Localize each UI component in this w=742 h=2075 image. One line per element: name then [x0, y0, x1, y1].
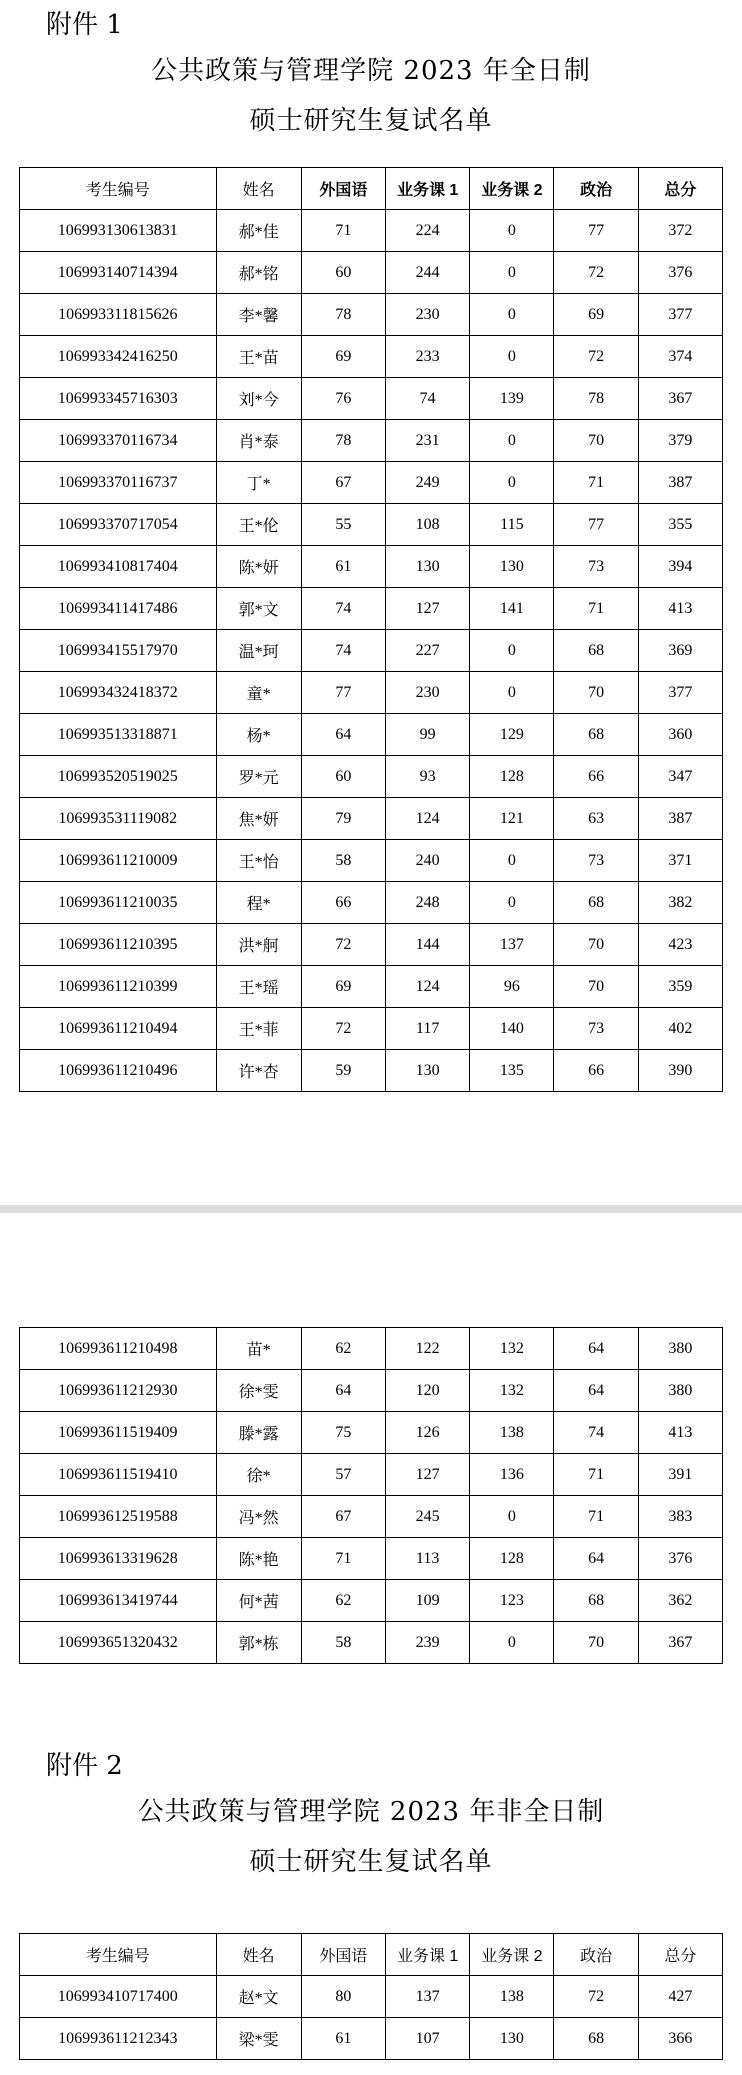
- cell-politics: 77: [554, 210, 638, 252]
- cell-total: 371: [638, 840, 722, 882]
- cell-name: 丁*: [216, 462, 301, 504]
- cell-course-1: 245: [386, 1496, 470, 1538]
- cell-foreign-language: 69: [301, 336, 385, 378]
- header-politics: 政治: [554, 168, 638, 210]
- cell-politics: 73: [554, 1008, 638, 1050]
- cell-total: 390: [638, 1050, 722, 1092]
- cell-total: 427: [638, 1976, 722, 2018]
- cell-course-1: 109: [386, 1580, 470, 1622]
- cell-politics: 78: [554, 378, 638, 420]
- cell-politics: 71: [554, 462, 638, 504]
- cell-foreign-language: 64: [301, 1370, 385, 1412]
- cell-course-1: 99: [386, 714, 470, 756]
- cell-exam-id: 106993432418372: [20, 672, 217, 714]
- cell-exam-id: 106993611210498: [20, 1328, 217, 1370]
- cell-foreign-language: 58: [301, 840, 385, 882]
- cell-foreign-language: 60: [301, 252, 385, 294]
- cell-name: 王*苗: [216, 336, 301, 378]
- cell-exam-id: 106993611212930: [20, 1370, 217, 1412]
- cell-total: 355: [638, 504, 722, 546]
- cell-politics: 73: [554, 840, 638, 882]
- cell-exam-id: 106993611210494: [20, 1008, 217, 1050]
- table-row: [20, 378, 723, 420]
- table-row: [20, 630, 723, 672]
- cell-total: 413: [638, 1412, 722, 1454]
- cell-total: 359: [638, 966, 722, 1008]
- cell-exam-id: 106993130613831: [20, 210, 217, 252]
- cell-total: 372: [638, 210, 722, 252]
- attachment-2-title-line1: 公共政策与管理学院 2023 年非全日制: [137, 1797, 605, 1827]
- cell-course-1: 230: [386, 672, 470, 714]
- cell-course-1: 113: [386, 1538, 470, 1580]
- cell-total: 347: [638, 756, 722, 798]
- cell-course-2: 115: [470, 504, 554, 546]
- table-row: [20, 1976, 723, 2018]
- cell-foreign-language: 67: [301, 1496, 385, 1538]
- table-row: [20, 336, 723, 378]
- cell-name: 徐*雯: [216, 1370, 301, 1412]
- cell-total: 402: [638, 1008, 722, 1050]
- cell-politics: 68: [554, 1580, 638, 1622]
- cell-foreign-language: 72: [301, 924, 385, 966]
- cell-exam-id: 106993370116734: [20, 420, 217, 462]
- cell-politics: 70: [554, 966, 638, 1008]
- attachment-1-title-line2: 硕士研究生复试名单: [249, 106, 493, 136]
- cell-politics: 68: [554, 714, 638, 756]
- table-row: [20, 1370, 723, 1412]
- cell-politics: 69: [554, 294, 638, 336]
- table-row: [20, 1454, 723, 1496]
- cell-total: 376: [638, 252, 722, 294]
- table-row: [20, 756, 723, 798]
- cell-course-1: 127: [386, 588, 470, 630]
- cell-exam-id: 106993342416250: [20, 336, 217, 378]
- cell-name: 洪*舸: [216, 924, 301, 966]
- cell-course-2: 130: [470, 546, 554, 588]
- cell-total: 374: [638, 336, 722, 378]
- cell-course-1: 74: [386, 378, 470, 420]
- cell-name: 王*伦: [216, 504, 301, 546]
- table-row: [20, 714, 723, 756]
- cell-course-1: 126: [386, 1412, 470, 1454]
- cell-exam-id: 106993651320432: [20, 1622, 217, 1664]
- cell-foreign-language: 62: [301, 1580, 385, 1622]
- cell-name: 徐*: [216, 1454, 301, 1496]
- cell-foreign-language: 76: [301, 378, 385, 420]
- cell-course-2: 132: [470, 1370, 554, 1412]
- cell-foreign-language: 55: [301, 504, 385, 546]
- cell-course-2: 0: [470, 252, 554, 294]
- attachment-2-table: [19, 1933, 723, 2060]
- cell-name: 郝*铭: [216, 252, 301, 294]
- cell-politics: 71: [554, 1454, 638, 1496]
- table-row: [20, 1412, 723, 1454]
- cell-name: 程*: [216, 882, 301, 924]
- cell-course-1: 249: [386, 462, 470, 504]
- cell-name: 郭*栋: [216, 1622, 301, 1664]
- cell-politics: 70: [554, 1622, 638, 1664]
- cell-exam-id: 106993410817404: [20, 546, 217, 588]
- cell-politics: 68: [554, 2018, 638, 2060]
- table-row: [20, 252, 723, 294]
- cell-exam-id: 106993611210399: [20, 966, 217, 1008]
- table-header-row: [20, 168, 723, 210]
- cell-course-2: 138: [470, 1976, 554, 2018]
- cell-foreign-language: 61: [301, 2018, 385, 2060]
- cell-total: 394: [638, 546, 722, 588]
- table-row: [20, 420, 723, 462]
- cell-name: 许*杏: [216, 1050, 301, 1092]
- cell-exam-id: 106993140714394: [20, 252, 217, 294]
- cell-course-1: 137: [386, 1976, 470, 2018]
- cell-politics: 72: [554, 252, 638, 294]
- table-row: [20, 294, 723, 336]
- cell-exam-id: 106993613319628: [20, 1538, 217, 1580]
- cell-exam-id: 106993370717054: [20, 504, 217, 546]
- cell-exam-id: 106993520519025: [20, 756, 217, 798]
- table-row: [20, 924, 723, 966]
- cell-course-2: 139: [470, 378, 554, 420]
- attachment-1-title-line1: 公共政策与管理学院 2023 年全日制: [151, 56, 591, 86]
- cell-course-1: 227: [386, 630, 470, 672]
- cell-name: 陈*艳: [216, 1538, 301, 1580]
- cell-course-1: 122: [386, 1328, 470, 1370]
- cell-total: 362: [638, 1580, 722, 1622]
- header-foreign-language: 外国语: [301, 168, 385, 210]
- cell-politics: 71: [554, 588, 638, 630]
- cell-foreign-language: 59: [301, 1050, 385, 1092]
- cell-course-2: 132: [470, 1328, 554, 1370]
- cell-foreign-language: 80: [301, 1976, 385, 2018]
- cell-exam-id: 106993611212343: [20, 2018, 217, 2060]
- header-name: 姓名: [216, 168, 301, 210]
- cell-politics: 64: [554, 1370, 638, 1412]
- cell-total: 391: [638, 1454, 722, 1496]
- header-course-2: 业务课 2: [470, 1934, 554, 1976]
- cell-exam-id: 106993513318871: [20, 714, 217, 756]
- cell-exam-id: 106993611210035: [20, 882, 217, 924]
- table-row: [20, 504, 723, 546]
- header-course-1: 业务课 1: [386, 1934, 470, 1976]
- cell-foreign-language: 60: [301, 756, 385, 798]
- cell-course-2: 0: [470, 840, 554, 882]
- cell-course-1: 231: [386, 420, 470, 462]
- table-row: [20, 1622, 723, 1664]
- cell-course-2: 0: [470, 882, 554, 924]
- cell-course-1: 120: [386, 1370, 470, 1412]
- cell-course-2: 0: [470, 210, 554, 252]
- cell-course-2: 141: [470, 588, 554, 630]
- cell-politics: 64: [554, 1328, 638, 1370]
- cell-foreign-language: 62: [301, 1328, 385, 1370]
- table-row: [20, 1008, 723, 1050]
- cell-total: 367: [638, 378, 722, 420]
- cell-name: 梁*雯: [216, 2018, 301, 2060]
- cell-exam-id: 106993611519409: [20, 1412, 217, 1454]
- cell-course-2: 0: [470, 630, 554, 672]
- table-row: [20, 882, 723, 924]
- cell-total: 380: [638, 1370, 722, 1412]
- table-row: [20, 1538, 723, 1580]
- cell-politics: 70: [554, 672, 638, 714]
- cell-name: 杨*: [216, 714, 301, 756]
- header-total: 总分: [638, 168, 722, 210]
- cell-course-1: 130: [386, 546, 470, 588]
- cell-politics: 73: [554, 546, 638, 588]
- attachment-1-label: 附件 1: [46, 10, 123, 40]
- table-row: [20, 210, 723, 252]
- table-row: [20, 588, 723, 630]
- cell-course-1: 248: [386, 882, 470, 924]
- cell-exam-id: 106993415517970: [20, 630, 217, 672]
- header-exam-id: 考生编号: [20, 168, 217, 210]
- cell-foreign-language: 74: [301, 630, 385, 672]
- cell-foreign-language: 71: [301, 210, 385, 252]
- cell-politics: 71: [554, 1496, 638, 1538]
- cell-foreign-language: 64: [301, 714, 385, 756]
- cell-course-2: 130: [470, 2018, 554, 2060]
- cell-course-1: 124: [386, 966, 470, 1008]
- cell-exam-id: 106993611210395: [20, 924, 217, 966]
- cell-total: 369: [638, 630, 722, 672]
- cell-course-1: 224: [386, 210, 470, 252]
- table-row: [20, 1328, 723, 1370]
- table-row: [20, 840, 723, 882]
- cell-foreign-language: 72: [301, 1008, 385, 1050]
- cell-course-2: 0: [470, 672, 554, 714]
- header-name: 姓名: [216, 1934, 301, 1976]
- cell-exam-id: 106993611519410: [20, 1454, 217, 1496]
- cell-name: 陈*妍: [216, 546, 301, 588]
- attachment-1-table: [19, 167, 723, 1092]
- cell-course-2: 0: [470, 1496, 554, 1538]
- cell-exam-id: 106993370116737: [20, 462, 217, 504]
- table-row: [20, 1580, 723, 1622]
- cell-name: 郝*佳: [216, 210, 301, 252]
- cell-course-1: 239: [386, 1622, 470, 1664]
- cell-course-2: 129: [470, 714, 554, 756]
- cell-politics: 74: [554, 1412, 638, 1454]
- cell-foreign-language: 75: [301, 1412, 385, 1454]
- cell-course-2: 0: [470, 1622, 554, 1664]
- cell-course-1: 107: [386, 2018, 470, 2060]
- cell-course-2: 0: [470, 336, 554, 378]
- cell-politics: 70: [554, 924, 638, 966]
- cell-politics: 63: [554, 798, 638, 840]
- cell-total: 382: [638, 882, 722, 924]
- cell-course-1: 130: [386, 1050, 470, 1092]
- cell-foreign-language: 79: [301, 798, 385, 840]
- cell-politics: 72: [554, 336, 638, 378]
- cell-name: 罗*元: [216, 756, 301, 798]
- cell-exam-id: 106993410717400: [20, 1976, 217, 2018]
- cell-name: 李*馨: [216, 294, 301, 336]
- header-course-2: 业务课 2: [470, 168, 554, 210]
- cell-exam-id: 106993613419744: [20, 1580, 217, 1622]
- cell-total: 379: [638, 420, 722, 462]
- cell-course-1: 93: [386, 756, 470, 798]
- table-row: [20, 1050, 723, 1092]
- cell-total: 383: [638, 1496, 722, 1538]
- cell-foreign-language: 77: [301, 672, 385, 714]
- cell-politics: 77: [554, 504, 638, 546]
- cell-foreign-language: 74: [301, 588, 385, 630]
- header-foreign-language: 外国语: [301, 1934, 385, 1976]
- cell-politics: 66: [554, 756, 638, 798]
- cell-course-2: 96: [470, 966, 554, 1008]
- cell-course-1: 124: [386, 798, 470, 840]
- cell-course-1: 117: [386, 1008, 470, 1050]
- table-row: [20, 966, 723, 1008]
- cell-foreign-language: 69: [301, 966, 385, 1008]
- cell-course-2: 135: [470, 1050, 554, 1092]
- cell-foreign-language: 67: [301, 462, 385, 504]
- cell-course-2: 121: [470, 798, 554, 840]
- cell-course-2: 128: [470, 1538, 554, 1580]
- cell-course-2: 136: [470, 1454, 554, 1496]
- cell-exam-id: 106993345716303: [20, 378, 217, 420]
- cell-total: 366: [638, 2018, 722, 2060]
- table-row: [20, 1496, 723, 1538]
- cell-total: 380: [638, 1328, 722, 1370]
- cell-total: 387: [638, 798, 722, 840]
- cell-name: 童*: [216, 672, 301, 714]
- cell-total: 377: [638, 672, 722, 714]
- cell-course-1: 233: [386, 336, 470, 378]
- header-politics: 政治: [554, 1934, 638, 1976]
- cell-course-1: 144: [386, 924, 470, 966]
- cell-course-1: 244: [386, 252, 470, 294]
- cell-politics: 72: [554, 1976, 638, 2018]
- cell-course-1: 240: [386, 840, 470, 882]
- attachment-1-table-continued: [19, 1327, 723, 1664]
- cell-foreign-language: 71: [301, 1538, 385, 1580]
- table-row: [20, 546, 723, 588]
- cell-total: 360: [638, 714, 722, 756]
- cell-course-2: 128: [470, 756, 554, 798]
- cell-name: 赵*文: [216, 1976, 301, 2018]
- table-row: [20, 462, 723, 504]
- cell-foreign-language: 66: [301, 882, 385, 924]
- table-row: [20, 2018, 723, 2060]
- cell-politics: 66: [554, 1050, 638, 1092]
- cell-course-1: 127: [386, 1454, 470, 1496]
- cell-foreign-language: 58: [301, 1622, 385, 1664]
- cell-name: 苗*: [216, 1328, 301, 1370]
- cell-total: 377: [638, 294, 722, 336]
- cell-name: 肖*泰: [216, 420, 301, 462]
- cell-exam-id: 106993531119082: [20, 798, 217, 840]
- attachment-2-title-line2: 硕士研究生复试名单: [249, 1847, 493, 1877]
- header-total: 总分: [638, 1934, 722, 1976]
- cell-name: 焦*妍: [216, 798, 301, 840]
- page-2: [0, 1213, 742, 2075]
- cell-total: 387: [638, 462, 722, 504]
- header-course-1: 业务课 1: [386, 168, 470, 210]
- cell-name: 郭*文: [216, 588, 301, 630]
- cell-foreign-language: 78: [301, 420, 385, 462]
- cell-foreign-language: 61: [301, 546, 385, 588]
- cell-politics: 70: [554, 420, 638, 462]
- cell-foreign-language: 78: [301, 294, 385, 336]
- cell-course-1: 108: [386, 504, 470, 546]
- cell-exam-id: 106993611210009: [20, 840, 217, 882]
- cell-politics: 64: [554, 1538, 638, 1580]
- cell-politics: 68: [554, 882, 638, 924]
- cell-name: 王*菲: [216, 1008, 301, 1050]
- cell-total: 376: [638, 1538, 722, 1580]
- cell-exam-id: 106993411417486: [20, 588, 217, 630]
- cell-total: 423: [638, 924, 722, 966]
- cell-course-2: 0: [470, 294, 554, 336]
- cell-foreign-language: 57: [301, 1454, 385, 1496]
- table-header-row: [20, 1934, 723, 1976]
- cell-course-2: 123: [470, 1580, 554, 1622]
- cell-total: 367: [638, 1622, 722, 1664]
- cell-politics: 68: [554, 630, 638, 672]
- cell-name: 刘*今: [216, 378, 301, 420]
- table-row: [20, 798, 723, 840]
- attachment-2-label: 附件 2: [46, 1751, 123, 1781]
- cell-course-2: 140: [470, 1008, 554, 1050]
- cell-course-2: 0: [470, 420, 554, 462]
- cell-course-2: 0: [470, 462, 554, 504]
- cell-name: 王*瑶: [216, 966, 301, 1008]
- cell-exam-id: 106993612519588: [20, 1496, 217, 1538]
- cell-course-2: 137: [470, 924, 554, 966]
- cell-course-2: 138: [470, 1412, 554, 1454]
- cell-total: 413: [638, 588, 722, 630]
- page-separator: [0, 1205, 742, 1213]
- cell-course-1: 230: [386, 294, 470, 336]
- cell-name: 冯*然: [216, 1496, 301, 1538]
- cell-name: 滕*露: [216, 1412, 301, 1454]
- cell-name: 温*珂: [216, 630, 301, 672]
- cell-name: 何*茜: [216, 1580, 301, 1622]
- cell-name: 王*怡: [216, 840, 301, 882]
- table-row: [20, 672, 723, 714]
- header-exam-id: 考生编号: [20, 1934, 217, 1976]
- cell-exam-id: 106993311815626: [20, 294, 217, 336]
- cell-exam-id: 106993611210496: [20, 1050, 217, 1092]
